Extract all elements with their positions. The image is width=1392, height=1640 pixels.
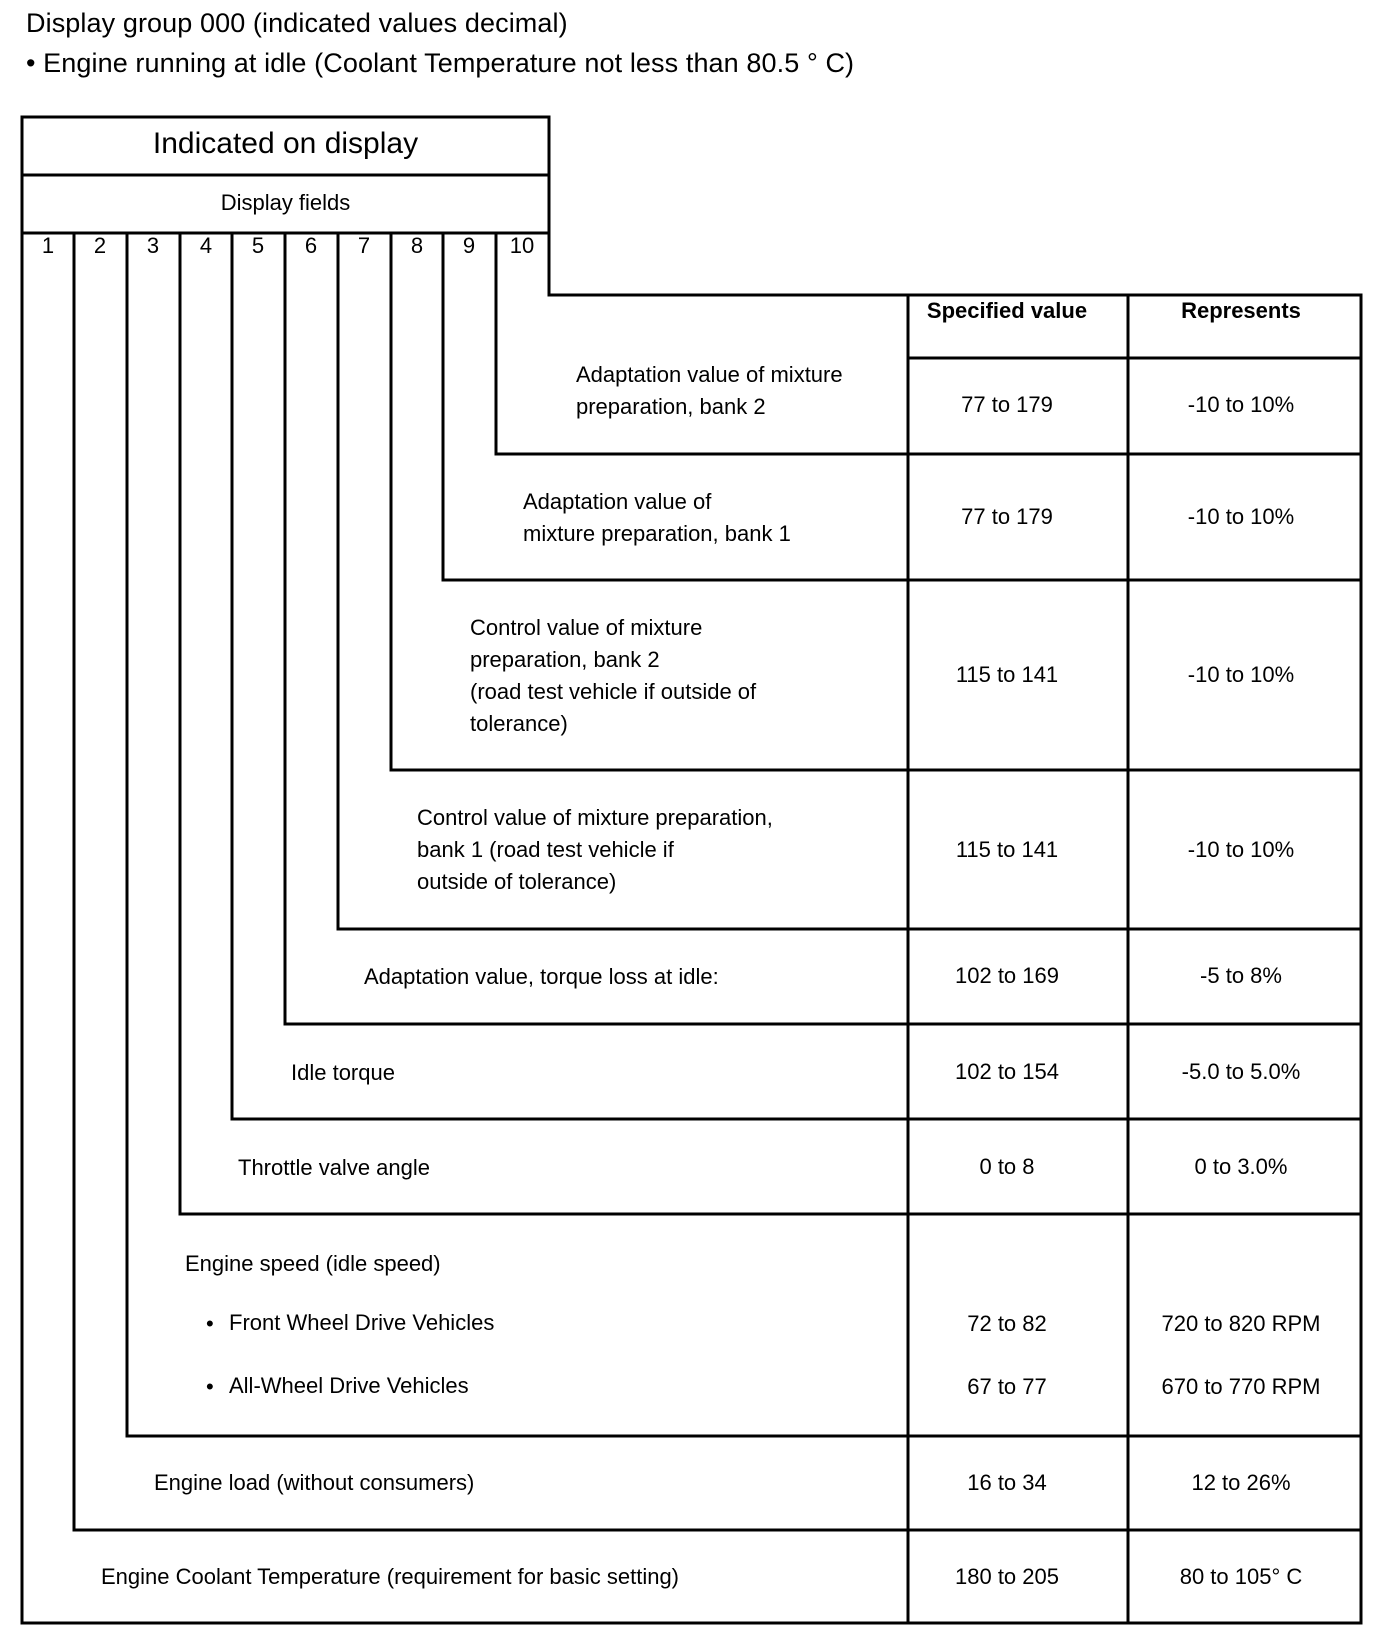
row-1-represents: 80 to 105° C xyxy=(1179,1564,1303,1589)
page-subtitle: • Engine running at idle (Coolant Temperature not less than 80.5 ° C) xyxy=(26,48,855,78)
row-7-label-line-1: Control value of mixture preparation, xyxy=(417,805,773,830)
row-3-sub-label-awd: All-Wheel Drive Vehicles xyxy=(229,1373,469,1398)
header-indicated-on-display: Indicated on display xyxy=(152,127,419,160)
row-7-label-line-2: bank 1 (road test vehicle if xyxy=(417,837,674,862)
row-10-specified-value: 77 to 179 xyxy=(961,392,1053,417)
row-8-label-line-4: tolerance) xyxy=(470,711,568,736)
row-1-specified-value: 180 to 205 xyxy=(955,1564,1059,1589)
row-9-represents: -10 to 10% xyxy=(1187,504,1295,529)
row-4-specified-value: 0 to 8 xyxy=(979,1154,1035,1179)
row-2-represents: 12 to 26% xyxy=(1191,1470,1291,1495)
row-3-fwd-represents: 720 to 820 RPM xyxy=(1161,1311,1321,1336)
row-3-awd-specified-value: 67 to 77 xyxy=(967,1374,1047,1399)
row-3-label: Engine speed (idle speed) xyxy=(185,1251,441,1276)
row-7-specified-value: 115 to 141 xyxy=(955,837,1059,862)
row-4-label: Throttle valve angle xyxy=(238,1155,430,1180)
row-8-label-line-3: (road test vehicle if outside of xyxy=(470,679,757,704)
row-6-label: Adaptation value, torque loss at idle: xyxy=(364,964,719,989)
row-3-sub-label-fwd: Front Wheel Drive Vehicles xyxy=(229,1310,495,1335)
bullet-icon: • xyxy=(206,1374,214,1399)
field-number-9: 9 xyxy=(462,233,476,258)
row-4-represents: 0 to 3.0% xyxy=(1194,1154,1288,1179)
row-2-specified-value: 16 to 34 xyxy=(967,1470,1047,1495)
row-7-label-line-3: outside of tolerance) xyxy=(417,869,617,894)
row-5-label: Idle torque xyxy=(291,1060,395,1085)
row-7-represents: -10 to 10% xyxy=(1187,837,1295,862)
field-number-5: 5 xyxy=(251,233,265,258)
row-5-specified-value: 102 to 154 xyxy=(955,1059,1059,1084)
field-number-1: 1 xyxy=(41,233,55,258)
row-3-fwd-specified-value: 72 to 82 xyxy=(967,1311,1047,1336)
row-10-label-line-1: Adaptation value of mixture xyxy=(576,362,843,387)
field-number-10: 10 xyxy=(509,233,535,258)
row-10-represents: -10 to 10% xyxy=(1187,392,1295,417)
field-number-6: 6 xyxy=(304,233,318,258)
row-9-specified-value: 77 to 179 xyxy=(961,504,1053,529)
row-5-represents: -5.0 to 5.0% xyxy=(1181,1059,1301,1084)
column-header-specified-value: Specified value xyxy=(926,298,1088,323)
field-number-3: 3 xyxy=(146,233,160,258)
row-6-represents: -5 to 8% xyxy=(1200,963,1282,988)
row-2-label: Engine load (without consumers) xyxy=(154,1470,475,1495)
row-8-label-line-2: preparation, bank 2 xyxy=(470,647,660,672)
row-1-label: Engine Coolant Temperature (requirement for basic setting) xyxy=(101,1564,680,1589)
field-number-4: 4 xyxy=(199,233,213,258)
bullet-icon: • xyxy=(206,1311,214,1336)
header-display-fields: Display fields xyxy=(220,190,351,215)
row-8-represents: -10 to 10% xyxy=(1187,662,1295,687)
row-8-label-line-1: Control value of mixture xyxy=(470,615,703,640)
field-number-7: 7 xyxy=(357,233,371,258)
page-title: Display group 000 (indicated values decimal) xyxy=(26,8,568,38)
field-number-8: 8 xyxy=(410,233,424,258)
row-3-awd-represents: 670 to 770 RPM xyxy=(1161,1374,1321,1399)
field-number-2: 2 xyxy=(93,233,107,258)
row-6-specified-value: 102 to 169 xyxy=(955,963,1059,988)
row-8-specified-value: 115 to 141 xyxy=(955,662,1059,687)
column-header-represents: Represents xyxy=(1181,298,1301,323)
row-9-label-line-1: Adaptation value of xyxy=(523,489,712,514)
row-10-label-line-2: preparation, bank 2 xyxy=(576,394,766,419)
row-9-label-line-2: mixture preparation, bank 1 xyxy=(523,521,791,546)
